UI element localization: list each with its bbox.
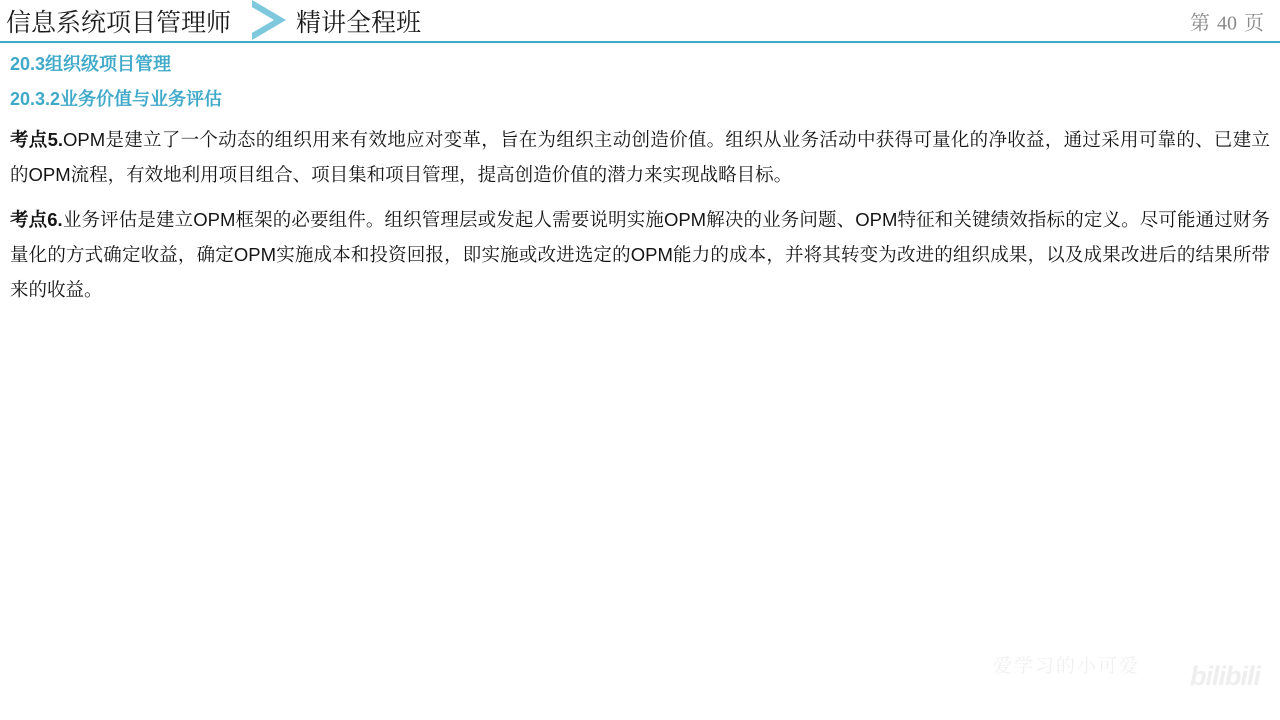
course-subtitle: 精讲全程班 [296, 9, 422, 37]
subsection-heading: 20.3.2业务价值与业务评估 [10, 89, 223, 109]
page-prefix-label: 第 [1190, 12, 1210, 34]
paragraph-body-6: 业务评估是建立OPM框架的必要组件。组织管理层或发起人需要说明实施OPM解决的业务问题、OPM特征和关键绩效指标的定义。尽可能通过财务量化的方式确定收益，确定OPM实施成本和投资回报，即实施或改进选定的OPM能力的成本，并将其转变为改进的组织成果，以及成果改进后的结果所带来的收益。 [10, 209, 1270, 300]
paragraph-point-6 [10, 202, 1270, 307]
watermark-text: 爱学习的小可爱 [992, 656, 1140, 677]
banner-arrow-inner [240, 0, 274, 40]
slide-header [0, 0, 1280, 41]
paragraph-body-5: OPM是建立了一个动态的组织用来有效地应对变革，旨在为组织主动创造价值。组织从业务活动中获得可量化的净收益，通过采用可靠的、已建立的OPM流程，有效地利用项目组合、项目集和项目管理，提高创造价值的潜力来实现战略目标。 [10, 129, 1270, 185]
section-heading: 20.3组织级项目管理 [10, 54, 172, 74]
course-title: 信息系统项目管理师 [6, 9, 232, 37]
paragraph-lead-6: 考点6. [10, 209, 63, 230]
slide-content [0, 43, 1280, 307]
paragraph-lead-5: 考点5. [10, 129, 64, 150]
page-number: 40 [1217, 12, 1237, 34]
page-indicator [1190, 6, 1264, 35]
page-suffix-label: 页 [1244, 12, 1264, 34]
bilibili-logo: bilibili [1190, 661, 1260, 691]
paragraph-point-5 [10, 122, 1270, 192]
